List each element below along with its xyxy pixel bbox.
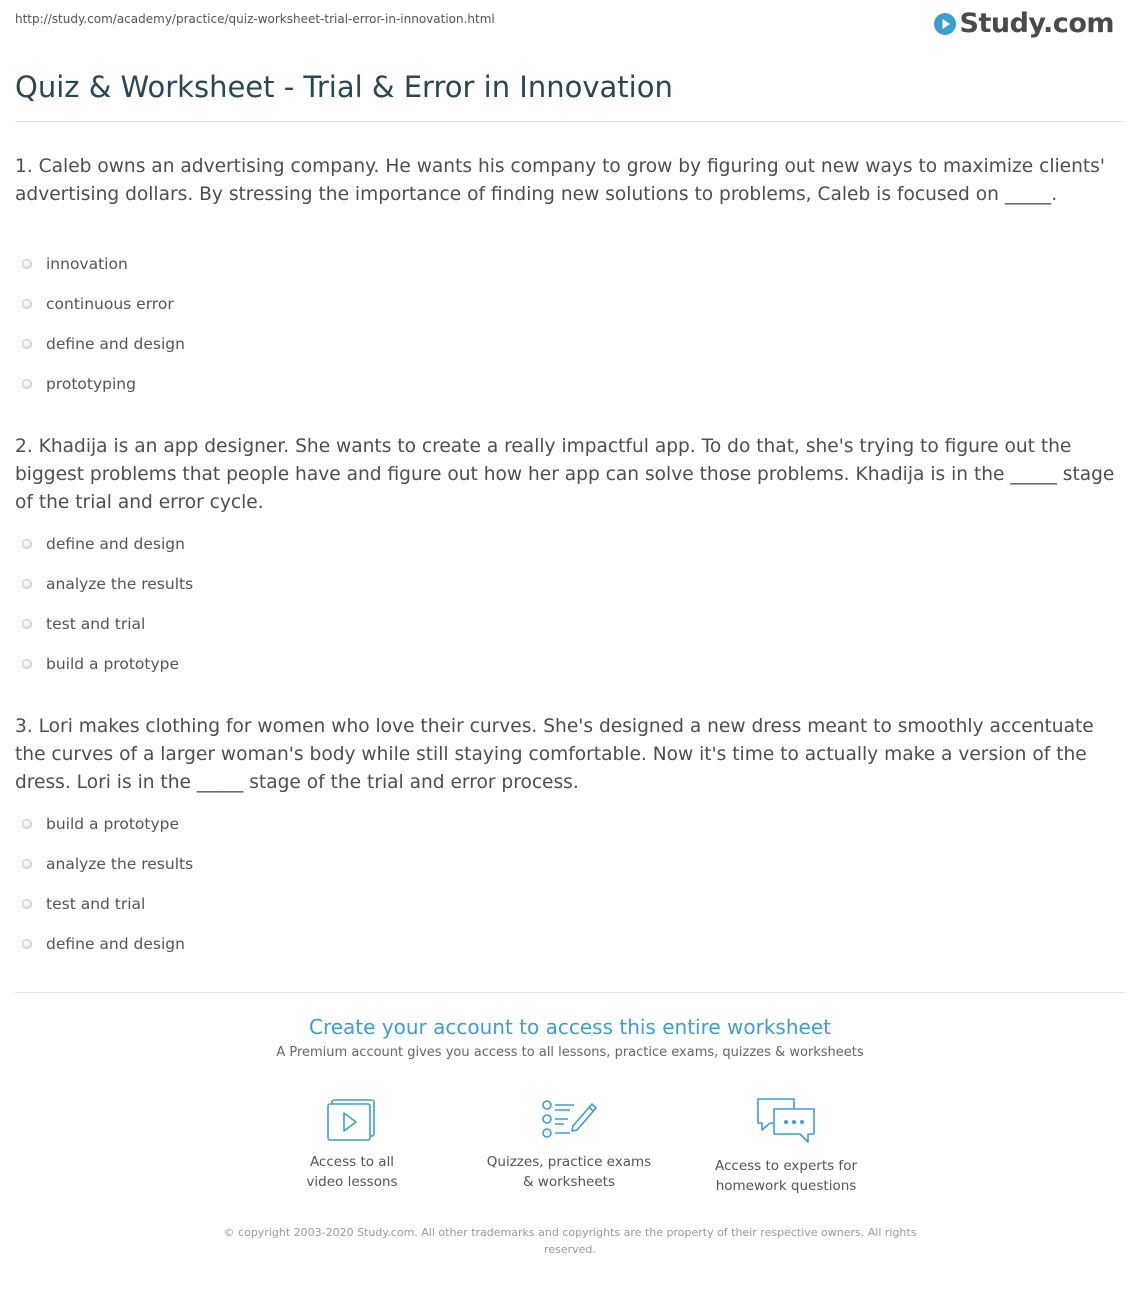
- study-logo[interactable]: [933, 8, 1114, 39]
- answer-label: continuous error: [46, 295, 174, 313]
- radio-button[interactable]: [22, 379, 32, 389]
- radio-button[interactable]: [22, 899, 32, 909]
- radio-button[interactable]: [22, 579, 32, 589]
- question-3: 3. Lori makes clothing for women who love their curves. She's designed a new dress meant to smoothly accentuate the curves of a larger woman's body while still staying comfortable. Now it's time to actually make a version of the dress. Lori is in the _____ stage of the trial and error process.: [15, 716, 1094, 793]
- question-2: 2. Khadija is an app designer. She wants to create a really impactful app. To do that, she's trying to figure out the biggest problems that people have and figure out how her app can solve those problems. Khadija is in the _____ stage of the trial and error cycle.: [15, 436, 1115, 513]
- copyright-text: © copyright 2003-2020 Study.com. All other trademarks and copyrights are the property of their respective owners. All rights reserved.: [223, 1226, 917, 1256]
- radio-button[interactable]: [22, 299, 32, 309]
- feature-label: Quizzes, practice exams & worksheets: [486, 1154, 652, 1190]
- answer-option[interactable]: [22, 604, 193, 644]
- answer-label: define and design: [46, 935, 185, 953]
- page-title: Quiz & Worksheet - Trial & Error in Innovation: [15, 70, 673, 104]
- answer-label: define and design: [46, 335, 185, 353]
- answer-label: build a prototype: [46, 815, 180, 833]
- answer-list-3: [22, 804, 193, 964]
- radio-button[interactable]: [22, 339, 32, 349]
- answer-list-1: [22, 244, 185, 404]
- answer-option[interactable]: [22, 564, 193, 604]
- chat-bubbles-icon: [754, 1096, 818, 1146]
- answer-option[interactable]: [22, 284, 185, 324]
- radio-button[interactable]: [22, 619, 32, 629]
- answer-option[interactable]: [22, 924, 193, 964]
- feature-label: Access to all video lessons: [306, 1154, 398, 1190]
- answer-label: analyze the results: [46, 575, 194, 593]
- answer-option[interactable]: [22, 324, 185, 364]
- answer-option[interactable]: [22, 804, 193, 844]
- page-url: http://study.com/academy/practice/quiz-worksheet-trial-error-in-innovation.html: [15, 12, 495, 26]
- answer-label: build a prototype: [46, 655, 180, 673]
- answer-option[interactable]: [22, 644, 193, 684]
- answer-label: innovation: [46, 255, 128, 273]
- answer-option[interactable]: [22, 524, 193, 564]
- radio-button[interactable]: [22, 939, 32, 949]
- quiz-list-icon: [540, 1096, 598, 1142]
- radio-button[interactable]: [22, 539, 32, 549]
- radio-button[interactable]: [22, 819, 32, 829]
- radio-button[interactable]: [22, 859, 32, 869]
- answer-label: test and trial: [46, 615, 146, 633]
- answer-option[interactable]: [22, 884, 193, 924]
- feature-video-lessons: [252, 1096, 452, 1192]
- answer-option[interactable]: [22, 844, 193, 884]
- radio-button[interactable]: [22, 659, 32, 669]
- divider: [15, 121, 1125, 122]
- radio-button[interactable]: [22, 259, 32, 269]
- answer-list-2: [22, 524, 193, 684]
- logo-text: Study.com: [959, 8, 1114, 39]
- question-1: 1. Caleb owns an advertising company. He wants his company to grow by figuring out new ways to maximize clients' advertising dollars. By stressing the importance of finding new solutions to problems, Caleb is focused on _____.: [15, 156, 1105, 205]
- feature-quizzes: [469, 1096, 669, 1192]
- feature-experts: [686, 1096, 886, 1196]
- answer-label: define and design: [46, 535, 185, 553]
- create-account-link[interactable]: Create your account to access this entire worksheet: [309, 1015, 831, 1039]
- divider: [15, 992, 1125, 993]
- answer-option[interactable]: [22, 244, 185, 284]
- play-circle-icon: [933, 12, 957, 36]
- feature-label: Access to experts for homework questions: [714, 1158, 857, 1194]
- video-lessons-icon: [326, 1096, 378, 1142]
- premium-description: A Premium account gives you access to all lessons, practice exams, quizzes & worksheets: [276, 1045, 864, 1060]
- answer-label: analyze the results: [46, 855, 194, 873]
- answer-label: test and trial: [46, 895, 146, 913]
- answer-option[interactable]: [22, 364, 185, 404]
- answer-label: prototyping: [46, 375, 136, 393]
